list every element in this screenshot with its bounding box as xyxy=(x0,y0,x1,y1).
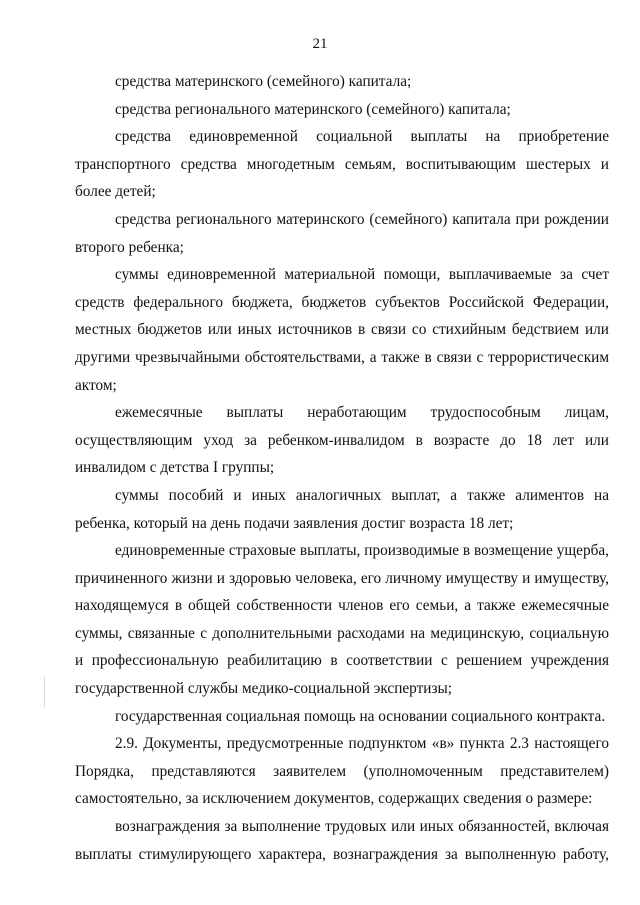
paragraph-regional-maternity-capital: средства регионального материнского (семейного) капитала; xyxy=(115,100,511,118)
paragraph-section-2-9: 2.9. Документы, предусмотренные подпунктом «в» пункта 2.3 настоящего Порядка, представляются заявителем (уполномоченным представителем) самостоятельно, за исключением документов, содержащих сведения о размере: xyxy=(75,735,609,808)
paragraph-material-aid: суммы единовременной материальной помощи, выплачиваемые за счет средств федерального бюджета, бюджетов субъектов Российской Федерации, местных бюджетов или иных источников в связи со стихийным бедствием или другими чрезвычайными обстоятельствами, а также в связи с террористическим актом; xyxy=(75,266,609,394)
paragraph-vehicle-payment: средства единовременной социальной выплаты на приобретение транспортного средства многодетным семьям, воспитывающим шестерых и более детей; xyxy=(75,128,609,201)
margin-mark xyxy=(44,677,45,707)
paragraph-remuneration: вознаграждения за выполнение трудовых или иных обязанностей, включая выплаты стимулирующего характера, вознаграждения за выполненную работу, xyxy=(75,818,609,863)
paragraph-second-child-capital: средства регионального материнского (семейного) капитала при рождении второго ребенка; xyxy=(75,210,609,256)
paragraph-allowances-alimony: суммы пособий и иных аналогичных выплат, а также алиментов на ребенка, который на день подачи заявления достиг возраста 18 лет; xyxy=(75,486,609,532)
page-number: 21 xyxy=(312,36,328,52)
paragraph-social-contract: государственная социальная помощь на основании социального контракта. xyxy=(115,707,606,725)
paragraph-insurance-payments: единовременные страховые выплаты, производимые в возмещение ущерба, причиненного жизни и здоровью человека, его личному имуществу и имуществу, находящемуся в общей собственности членов его семьи, а также ежемесячные суммы, связанные с дополнительными расходами на медицинскую, социальную и профессиональную реабилитацию в соответствии с решением учреждения государственной службы медико-социальной экспертизы; xyxy=(75,542,609,698)
document-body xyxy=(75,68,609,868)
paragraph-caregiver-payments: ежемесячные выплаты неработающим трудоспособным лицам, осуществляющим уход за ребенком-инвалидом в возрасте до 18 лет или инвалидом с детства I группы; xyxy=(75,404,609,477)
paragraph-maternity-capital: средства материнского (семейного) капитала; xyxy=(115,73,412,90)
